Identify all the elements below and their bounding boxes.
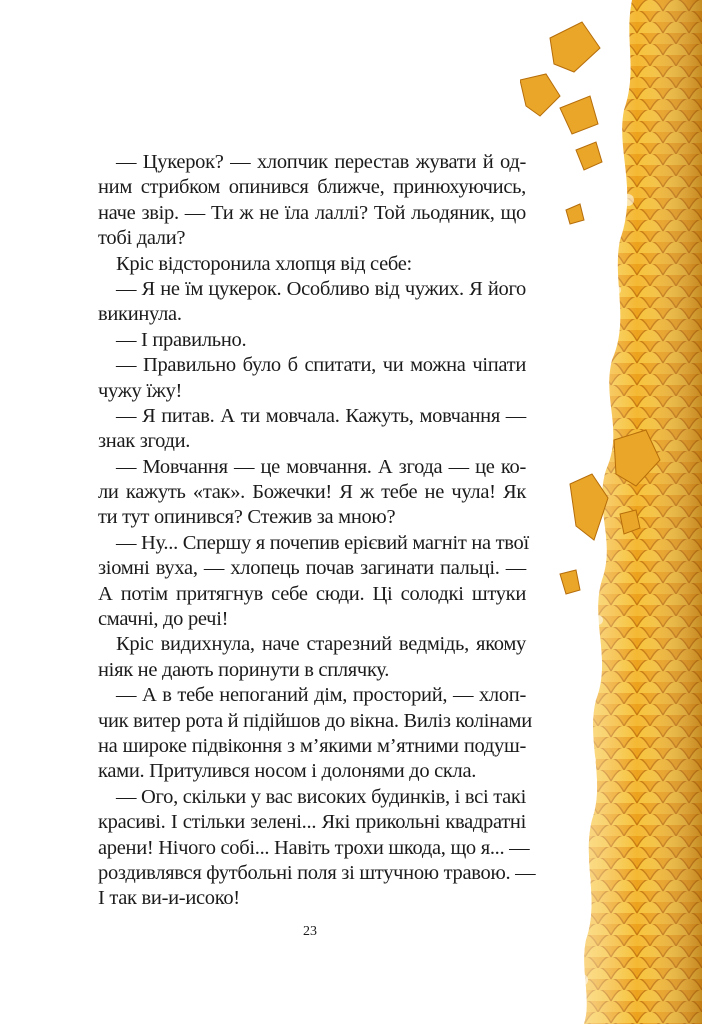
dragon-scales-illustration [520,0,702,1024]
text-line: — Ну... Спершу я почепив ерієвий магніт на твої [116,531,529,554]
text-line: на широке підвіконня з м’якими м’ятними подуш- [98,734,526,757]
text-line: красиві. І стільки зелені... Які прикольні квадратні [98,811,526,834]
text-line: — Ого, скільки у вас високих будинків, і всі такі [116,785,526,808]
text-line: — А в тебе непоганий дім, просторий, — хлоп- [116,684,526,707]
text-line: — Я не їм цукерок. Особливо від чужих. Я його [116,277,526,300]
text-line: тобі дали? [98,227,186,250]
text-line: ніяк не дають поринути в сплячку. [98,658,390,681]
text-line: — Я питав. А ти мовчала. Кажуть, мовчання — [116,404,526,427]
text-line: ли кажуть «так». Божечки! Я ж тебе не чула! Як [98,481,526,504]
text-line: чужу їжу! [98,379,183,402]
text-line: смачні, до речі! [98,608,229,631]
text-line: — Мовчання — це мовчання. А згода — це ко- [116,455,526,478]
text-line: ним стрибком опинився ближче, принюхуючись, [98,176,526,199]
text-line: знак згоди. [98,430,191,453]
text-line: І так ви-и-исоко! [98,887,240,910]
text-line: наче звір. — Ти ж не їла лаллі? Той льодяник, що [98,201,526,224]
body-text [98,150,536,912]
text-line: — Цукерок? — хлопчик перестав жувати й од- [116,151,526,173]
text-line: викинула. [98,303,182,326]
text-line: зіомні вуха, — хлопець почав загинати пальці. — [98,557,526,580]
text-line: роздивлявся футбольні поля зі штучною травою. — [98,861,536,884]
page-number: 23 [303,924,317,939]
text-line: ками. Притулився носом і долонями до скла. [98,760,477,783]
text-line: чик витер рота й підійшов до вікна. Виліз колінами [98,709,532,732]
text-line: Кріс відсторонила хлопця від себе: [116,252,412,275]
text-line: — Правильно було б спитати, чи можна чіпати [116,354,526,377]
text-line: — І правильно. [116,328,247,351]
text-line: Кріс видихнула, наче старезний ведмідь, якому [116,633,526,656]
text-line: ти тут опинився? Стежив за мною? [98,506,396,529]
text-line: А потім притягнув себе сюди. Ці солодкі штуки [98,582,526,605]
text-line: арени! Нічого собі... Навіть трохи шкода, що я... — [98,836,530,859]
